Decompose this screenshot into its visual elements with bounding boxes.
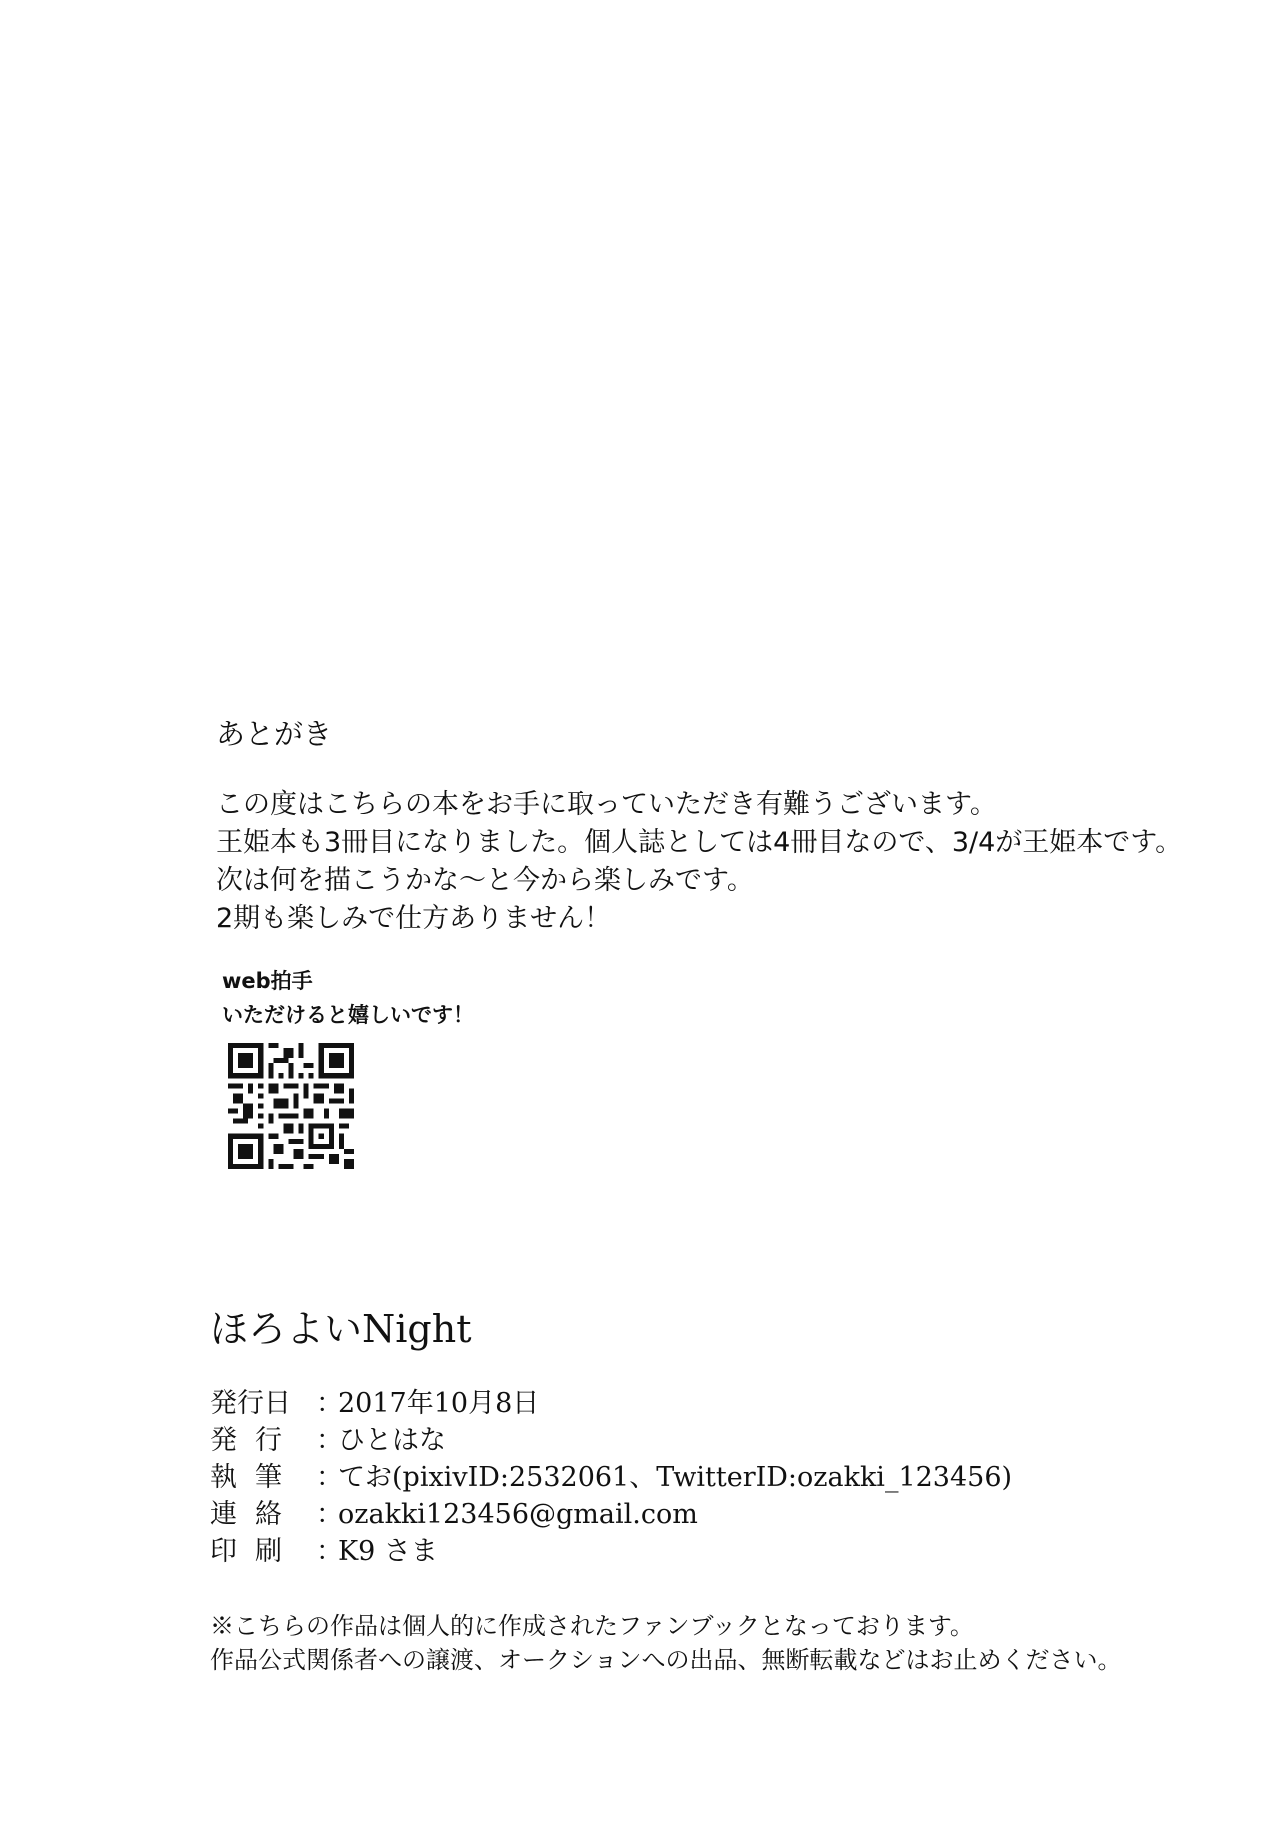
afterword-line: この度はこちらの本をお手に取っていただき有難うございます。 [216,789,997,820]
colophon-label: 執筆 [210,1462,300,1493]
colophon-label: 発行日 [210,1388,291,1419]
disclaimer-notice [210,1609,1122,1677]
colophon-value: 2017年10月8日 [338,1388,540,1419]
colophon-separator: ： [316,1499,343,1530]
afterword-section [216,714,1196,938]
colophon-value: K9 さま [338,1536,438,1567]
colophon-value: ひとはな [338,1425,446,1456]
web-clap-message: いただけると嬉しいです！ [222,1003,474,1027]
colophon-row-printer [210,1533,1012,1570]
contact-email[interactable]: ozakki123456@gmail.com [338,1499,698,1530]
afterword-line: 2期も楽しみで仕方ありません！ [216,903,612,934]
qr-code-icon[interactable] [228,1043,354,1169]
web-clap-note [222,964,474,1032]
disclaimer-line: ※こちらの作品は個人的に作成されたファンブックとなっております。 [210,1612,974,1640]
colophon-separator: ： [316,1388,343,1419]
afterword-line: 次は何を描こうかな～と今から楽しみです。 [216,865,754,896]
afterword-title: あとがき [216,717,333,751]
afterword-body [216,786,1196,938]
colophon-title: ほろよいNight [210,1307,472,1351]
colophon-label: 印刷 [210,1536,300,1567]
colophon-row-publish-date [210,1385,1012,1422]
disclaimer-line: 作品公式関係者への譲渡、オークションへの出品、無断転載などはお止めください。 [210,1646,1122,1674]
colophon-separator: ： [316,1425,343,1456]
colophon-label: 連絡 [210,1499,300,1530]
afterword-line: 王姫本も3冊目になりました。個人誌としては4冊目なので、3/4が王姫本です。 [216,827,1183,858]
colophon-value: てお(pixivID:2532061、TwitterID:ozakki_123456) [338,1462,1013,1493]
colophon-separator: ： [316,1462,343,1493]
colophon-row-publisher [210,1422,1012,1459]
colophon-label: 発行 [210,1425,300,1456]
colophon-row-contact [210,1496,1012,1533]
web-clap-label: web拍手 [222,969,313,993]
colophon-row-author [210,1459,1012,1496]
colophon-list [210,1385,1012,1570]
colophon-separator: ： [316,1536,343,1567]
